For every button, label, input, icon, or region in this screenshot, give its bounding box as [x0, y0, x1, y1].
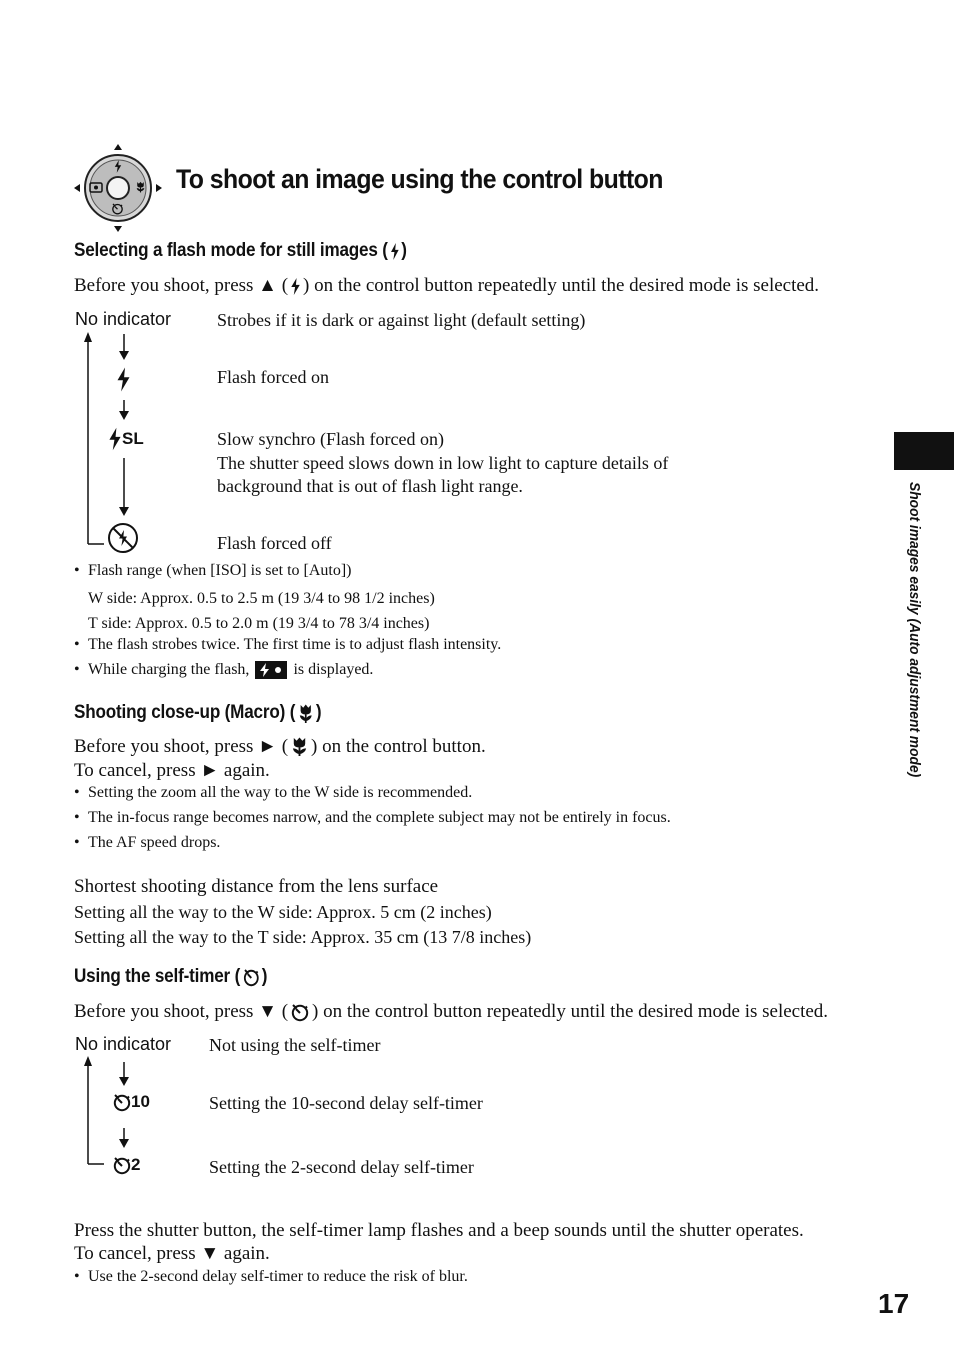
timer-cancel: To cancel, press ▼ again. — [74, 1243, 270, 1264]
flash-icon — [290, 278, 301, 295]
macro-line: Before you shoot, press ► ( ) on the control button. — [74, 736, 486, 757]
timer-bullet: • Use the 2-second delay self-timer to reduce the risk of blur. — [74, 1268, 468, 1285]
timer-intro: Before you shoot, press ▼ ( ) on the control button repeatedly until the desired mode is selected. — [74, 1001, 829, 1022]
flash-heading: Selecting a flash mode for still images ( ) — [74, 240, 407, 261]
flash-mode-desc: Slow synchro (Flash forced on) — [217, 429, 444, 449]
timer-mode-desc: Setting the 2-second delay self-timer — [209, 1157, 474, 1177]
flash-charging-icon — [255, 661, 287, 679]
flash-mode-desc-detail: The shutter speed slows down in low light to capture details of — [217, 453, 669, 473]
macro-icon — [290, 736, 309, 757]
macro-heading: Shooting close-up (Macro) ( ) — [74, 702, 322, 723]
timer-mode-indicator: No indicator — [75, 1034, 172, 1054]
timer-after: Press the shutter button, the self-timer lamp flashes and a beep sounds until the shutter operates. — [74, 1220, 804, 1241]
flash-note: • Flash range (when [ISO] is set to [Auto]) — [74, 562, 352, 579]
timer-2-indicator: 2 — [112, 1155, 140, 1175]
timer-10-indicator: 10 — [112, 1092, 150, 1112]
flash-mode-desc: Flash forced on — [217, 367, 329, 387]
timer-mode-desc: Not using the self-timer — [209, 1035, 381, 1055]
timer-heading: Using the self-timer ( ) — [74, 966, 268, 987]
flash-icon — [108, 427, 122, 451]
self-timer-icon — [290, 1002, 310, 1022]
macro-bullet: • The AF speed drops. — [74, 834, 221, 851]
flash-note: • The flash strobes twice. The first time is to adjust flash intensity. — [74, 636, 502, 653]
distance-t: Setting all the way to the T side: Approx. 35 cm (13 7/8 inches) — [74, 927, 532, 947]
distance-w: Setting all the way to the W side: Approx. 5 cm (2 inches) — [74, 902, 492, 922]
macro-bullet: • The in-focus range becomes narrow, and the complete subject may not be entirely in focus. — [74, 809, 671, 826]
flash-mode-desc: Strobes if it is dark or against light (default setting) — [217, 310, 586, 330]
section-side-label: Shoot images easily (Auto adjustment mode) — [906, 482, 923, 778]
timer-mode-desc: Setting the 10-second delay self-timer — [209, 1093, 483, 1113]
distance-title: Shortest shooting distance from the lens surface — [74, 876, 439, 897]
slow-synchro-indicator: SL — [108, 427, 144, 451]
self-timer-icon — [112, 1092, 132, 1112]
flash-mode-desc: Flash forced off — [217, 533, 332, 553]
flash-note-w: W side: Approx. 0.5 to 2.5 m (19 3/4 to 98 1/2 inches) — [88, 590, 435, 607]
flash-mode-desc-detail: background that is out of flash light range. — [217, 476, 523, 496]
self-timer-icon — [242, 967, 260, 987]
timer-mode-cycle-arrows — [78, 1054, 138, 1170]
flash-off-icon — [107, 522, 139, 554]
section-tab — [894, 432, 954, 470]
flash-icon — [390, 243, 400, 260]
control-button-icon — [70, 140, 166, 236]
flash-mode-indicator: No indicator — [75, 309, 172, 329]
page-title: To shoot an image using the control button — [176, 164, 663, 194]
macro-bullet: • Setting the zoom all the way to the W side is recommended. — [74, 784, 473, 801]
self-timer-icon — [112, 1155, 132, 1175]
flash-note-t: T side: Approx. 0.5 to 2.0 m (19 3/4 to 78 3/4 inches) — [88, 615, 430, 632]
page-number: 17 — [878, 1288, 910, 1319]
flash-forced-on-icon — [116, 367, 131, 392]
macro-cancel: To cancel, press ► again. — [74, 760, 270, 781]
macro-icon — [297, 703, 314, 724]
flash-intro: Before you shoot, press ▲ ( ) on the control button repeatedly until the desired mode is selected. — [74, 275, 820, 296]
flash-note: • While charging the flash, is displayed. — [74, 661, 374, 678]
